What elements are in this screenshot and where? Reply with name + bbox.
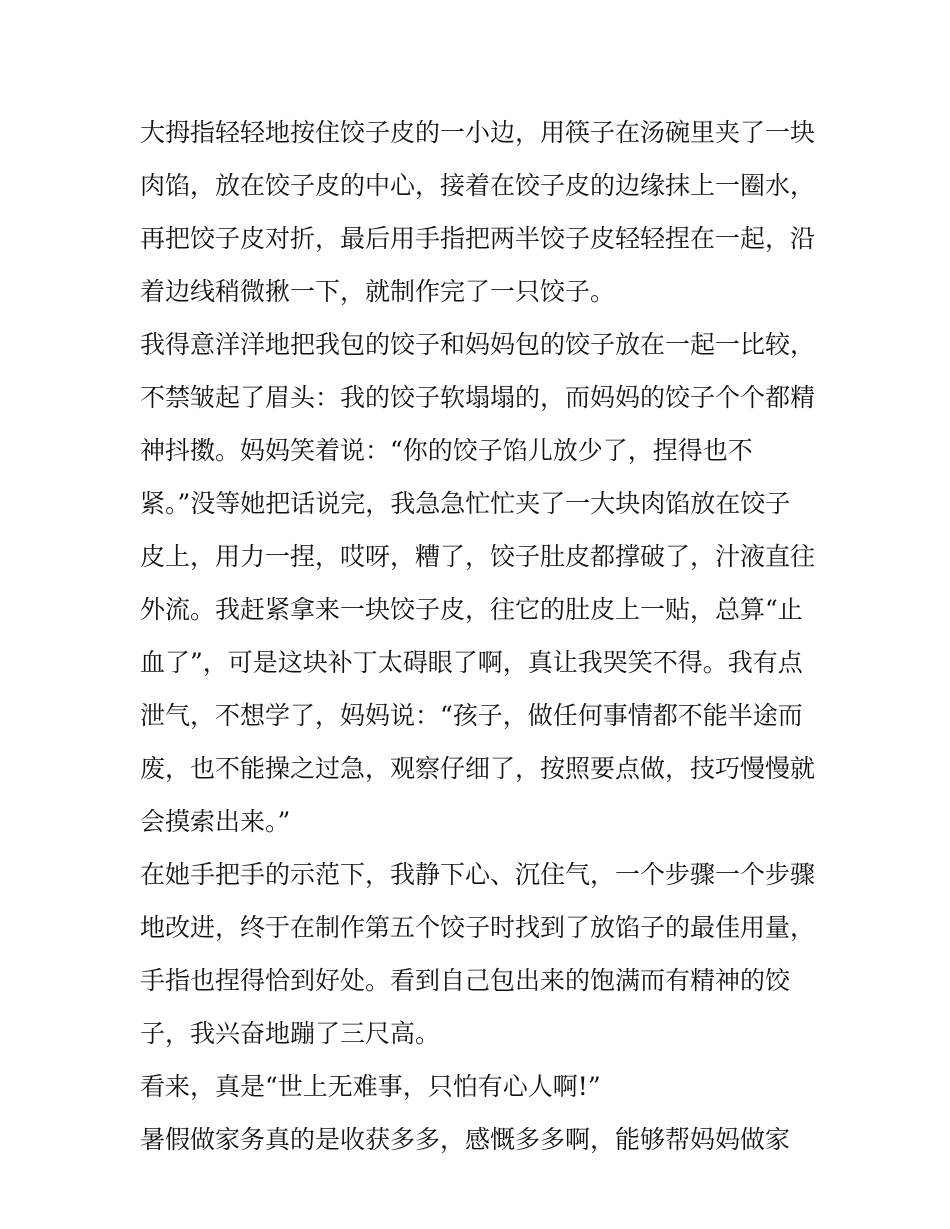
text-line: 地改进，终于在制作第五个饺子时找到了放馅子的最佳用量， <box>140 913 816 942</box>
text-line: 看来，真是“世上无难事，只怕有心人啊!” <box>140 1072 601 1101</box>
document-body-text <box>140 106 820 1166</box>
text-line: 外流。我赶紧拿来一块饺子皮，往它的肚皮上一贴，总算“止 <box>140 595 803 624</box>
text-line: 会摸索出来。” <box>140 807 291 836</box>
text-line: 大拇指轻轻地按住饺子皮的一小边，用筷子在汤碗里夹了一块 <box>140 118 816 147</box>
text-line: 皮上，用力一捏，哎呀，糟了，饺子肚皮都撑破了，汁液直往 <box>140 542 816 571</box>
text-line: 血了”，可是这块补丁太碍眼了啊，真让我哭笑不得。我有点 <box>140 648 803 677</box>
text-line: 我得意洋洋地把我包的饺子和妈妈包的饺子放在一起一比较， <box>140 330 816 359</box>
text-line: 不禁皱起了眉头：我的饺子软塌塌的，而妈妈的饺子个个都精 <box>140 383 816 412</box>
text-line: 手指也捏得恰到好处。看到自己包出来的饱满而有精神的饺 <box>140 966 791 995</box>
text-line: 子，我兴奋地蹦了三尺高。 <box>140 1019 441 1048</box>
text-line: 神抖擞。妈妈笑着说：“你的饺子馅儿放少了，捏得也不 <box>140 436 753 465</box>
text-line: 在她手把手的示范下，我静下心、沉住气，一个步骤一个步骤 <box>140 860 816 889</box>
text-line: 紧。”没等她把话说完，我急急忙忙夹了一大块肉馅放在饺子 <box>140 489 791 518</box>
text-line: 着边线稍微揪一下，就制作完了一只饺子。 <box>140 277 616 306</box>
text-line: 肉馅，放在饺子皮的中心，接着在饺子皮的边缘抹上一圈水， <box>140 171 816 200</box>
text-line: 废，也不能操之过急，观察仔细了，按照要点做，技巧慢慢就 <box>140 754 816 783</box>
text-line: 泄气，不想学了，妈妈说：“孩子，做任何事情都不能半途而 <box>140 701 803 730</box>
text-line: 暑假做家务真的是收获多多，感慨多多啊，能够帮妈妈做家 <box>140 1125 791 1154</box>
text-line: 再把饺子皮对折，最后用手指把两半饺子皮轻轻捏在一起，沿 <box>140 224 816 253</box>
